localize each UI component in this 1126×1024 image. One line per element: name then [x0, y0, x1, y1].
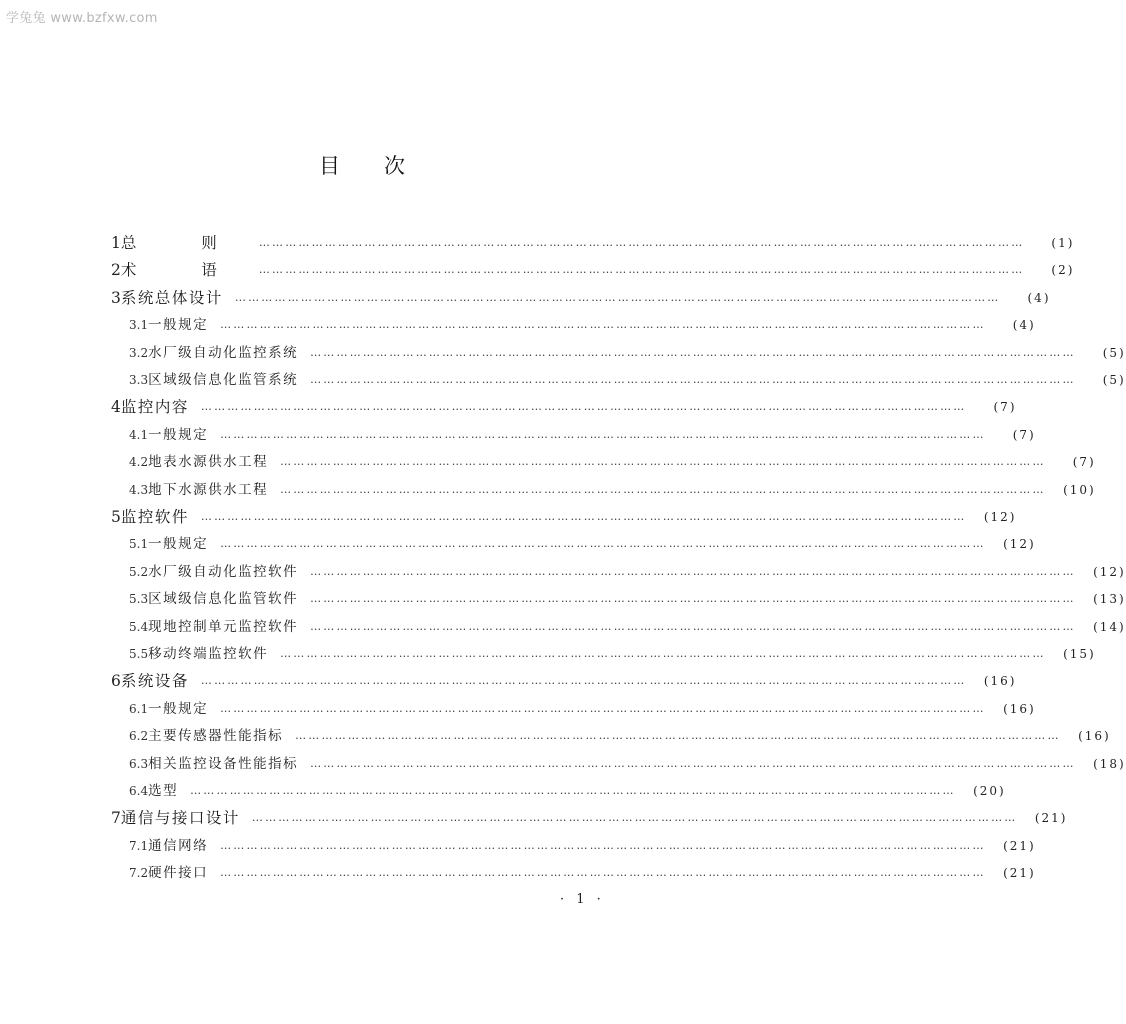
toc-entry-page: (4): [1027, 290, 1051, 305]
toc-leader-dots: …………………………………………………………………………………………………………………………………………………………: [310, 564, 1076, 578]
toc-leader-dots: …………………………………………………………………………………………………………………………………………………………: [220, 838, 986, 852]
toc-leader-dots: …………………………………………………………………………………………………………………………………………………………: [220, 427, 986, 441]
toc-leader-dots: …………………………………………………………………………………………………………………………………………………………: [280, 482, 1046, 496]
toc-chapter-row[interactable]: [111, 507, 1017, 527]
toc-section-row[interactable]: [129, 781, 1006, 801]
toc-leader-dots: …………………………………………………………………………………………………………………………………………………………: [234, 290, 1001, 304]
toc-chapter-row[interactable]: [111, 233, 1075, 253]
toc-leader-dots: …………………………………………………………………………………………………………………………………………………………: [220, 318, 986, 332]
toc-entry-title: 一般规定: [148, 426, 209, 443]
toc-entry-title: 系统设备: [120, 672, 189, 691]
toc-entry-title: 通信与接口设计: [120, 809, 240, 828]
toc-entry-page: (16): [1003, 701, 1036, 716]
toc-entry-title: 地表水源供水工程: [148, 454, 269, 471]
toc-entry-page: (14): [1093, 619, 1126, 634]
toc-chapter-row[interactable]: [111, 260, 1075, 280]
page-title: 目次: [319, 154, 449, 178]
toc-entry-page: (20): [973, 784, 1006, 798]
toc-entry-page: (7): [993, 400, 1017, 415]
toc-entry-number: 5.1: [129, 537, 149, 552]
toc-entry-page: (18): [1093, 756, 1126, 771]
toc-entry-number: 5.4: [129, 619, 149, 634]
toc-leader-dots: …………………………………………………………………………………………………………………………………………………………: [190, 784, 956, 797]
toc-leader-dots: …………………………………………………………………………………………………………………………………………………………: [220, 537, 986, 551]
toc-entry-title: 一般规定: [148, 317, 209, 334]
toc-leader-dots: …………………………………………………………………………………………………………………………………………………………: [310, 373, 1076, 386]
toc-entry-title: 移动终端监控软件: [148, 646, 269, 662]
toc-entry-title: 总 则: [120, 234, 247, 252]
toc-entry-page: (13): [1093, 592, 1126, 607]
toc-entry-number: 6: [111, 672, 121, 691]
toc-section-row[interactable]: [129, 589, 1126, 609]
toc-entry-title: 术 语: [120, 261, 247, 280]
toc-entry-number: 6.3: [129, 756, 149, 771]
toc-section-row[interactable]: [129, 315, 1036, 335]
toc-leader-dots: …………………………………………………………………………………………………………………………………………………………: [258, 263, 1025, 277]
toc-leader-dots: …………………………………………………………………………………………………………………………………………………………: [220, 701, 986, 715]
toc-section-row[interactable]: [129, 425, 1036, 445]
toc-section-row[interactable]: [129, 480, 1096, 500]
toc-entry-title: 相关监控设备性能指标: [148, 755, 299, 772]
toc-entry-page: (4): [1012, 318, 1036, 333]
toc-chapter-row[interactable]: [111, 808, 1068, 828]
toc-entry-number: 4.3: [129, 482, 149, 497]
toc-entry-page: (10): [1063, 482, 1096, 497]
toc-section-row[interactable]: [129, 562, 1126, 582]
toc-entry-number: 1: [111, 234, 121, 252]
toc-section-row[interactable]: [129, 754, 1126, 774]
toc-entry-number: 4.2: [129, 455, 149, 470]
toc-entry-title: 一般规定: [148, 700, 209, 717]
toc-entry-page: (21): [1003, 866, 1036, 881]
toc-leader-dots: …………………………………………………………………………………………………………………………………………………………: [200, 510, 967, 523]
toc-section-row[interactable]: [129, 534, 1036, 554]
toc-entry-number: 7: [111, 809, 121, 828]
watermark: 学兔兔 www.bzfxw.com: [6, 11, 158, 26]
toc-entry-number: 7.2: [129, 866, 149, 881]
toc-entry-title: 监控软件: [120, 508, 189, 526]
toc-entry-number: 5.2: [129, 564, 149, 579]
toc-entry-number: 4.1: [129, 427, 149, 442]
toc-leader-dots: …………………………………………………………………………………………………………………………………………………………: [200, 674, 967, 688]
toc-entry-page: (7): [1072, 455, 1096, 470]
toc-entry-title: 水厂级自动化监控软件: [148, 563, 299, 580]
toc-chapter-row[interactable]: [111, 671, 1017, 691]
toc-section-row[interactable]: [129, 836, 1036, 856]
toc-leader-dots: …………………………………………………………………………………………………………………………………………………………: [310, 619, 1076, 633]
toc-chapter-row[interactable]: [111, 397, 1017, 417]
toc-leader-dots: …………………………………………………………………………………………………………………………………………………………: [258, 236, 1025, 249]
toc-entry-number: 6.1: [129, 701, 149, 716]
toc-entry-page: (5): [1102, 345, 1126, 360]
toc-entry-page: (16): [1078, 729, 1111, 744]
toc-chapter-row[interactable]: [111, 288, 1051, 308]
toc-entry-title: 现地控制单元监控软件: [148, 618, 299, 635]
toc-section-row[interactable]: [129, 644, 1096, 664]
toc-leader-dots: …………………………………………………………………………………………………………………………………………………………: [280, 647, 1046, 660]
toc-entry-title: 水厂级自动化监控系统: [148, 344, 299, 361]
toc-entry-title: 区域级信息化监管系统: [148, 372, 299, 388]
toc-entry-number: 5.5: [129, 647, 149, 661]
toc-entry-number: 6.2: [129, 729, 149, 744]
toc-section-row[interactable]: [129, 863, 1036, 883]
toc-entry-number: 4: [111, 398, 121, 417]
toc-leader-dots: …………………………………………………………………………………………………………………………………………………………: [310, 345, 1076, 359]
page-number: · 1 ·: [560, 892, 605, 907]
toc-entry-title: 区域级信息化监管软件: [148, 591, 299, 608]
toc-entry-number: 7.1: [129, 838, 149, 853]
toc-entry-page: (21): [1003, 838, 1036, 853]
toc-entry-page: (1): [1051, 236, 1075, 250]
toc-leader-dots: …………………………………………………………………………………………………………………………………………………………: [220, 866, 986, 880]
toc-entry-page: (16): [983, 674, 1017, 689]
toc-entry-page: (12): [983, 510, 1017, 524]
toc-entry-number: 2: [111, 261, 121, 280]
toc-leader-dots: …………………………………………………………………………………………………………………………………………………………: [200, 400, 967, 414]
toc-leader-dots: …………………………………………………………………………………………………………………………………………………………: [310, 592, 1076, 606]
toc-entry-page: (2): [1051, 263, 1075, 278]
toc-leader-dots: …………………………………………………………………………………………………………………………………………………………: [251, 811, 1018, 825]
toc-entry-page: (15): [1063, 647, 1096, 661]
toc-entry-number: 3: [111, 288, 121, 307]
toc-entry-title: 通信网络: [148, 837, 209, 854]
toc-entry-title: 系统总体设计: [120, 288, 223, 307]
toc-entry-page: (7): [1012, 427, 1036, 442]
toc-entry-title: 地下水源供水工程: [148, 481, 269, 498]
toc-entry-title: 硬件接口: [148, 865, 209, 882]
toc-section-row[interactable]: [129, 699, 1036, 719]
toc-entry-page: (5): [1102, 373, 1126, 387]
toc-leader-dots: …………………………………………………………………………………………………………………………………………………………: [295, 729, 1061, 743]
toc-entry-title: 一般规定: [148, 536, 209, 553]
toc-leader-dots: …………………………………………………………………………………………………………………………………………………………: [280, 455, 1046, 469]
toc-leader-dots: …………………………………………………………………………………………………………………………………………………………: [310, 756, 1076, 770]
toc-section-row[interactable]: [129, 726, 1111, 746]
toc-entry-number: 6.4: [129, 784, 149, 798]
toc-entry-title: 主要传感器性能指标: [148, 728, 284, 745]
toc-entry-page: (21): [1034, 811, 1068, 826]
toc-entry-number: 3.2: [129, 345, 149, 360]
toc-entry-title: 监控内容: [120, 398, 189, 417]
toc-entry-title: 选型: [148, 783, 179, 799]
toc-entry-number: 3.1: [129, 318, 149, 333]
toc-entry-number: 5.3: [129, 592, 149, 607]
toc-entry-page: (12): [1093, 564, 1126, 579]
toc-entry-number: 5: [111, 508, 121, 526]
toc-entry-page: (12): [1003, 537, 1036, 552]
toc-section-row[interactable]: [129, 343, 1126, 363]
toc-section-row[interactable]: [129, 370, 1126, 390]
toc-section-row[interactable]: [129, 617, 1126, 637]
toc-entry-number: 3.3: [129, 373, 149, 387]
toc-section-row[interactable]: [129, 452, 1096, 472]
